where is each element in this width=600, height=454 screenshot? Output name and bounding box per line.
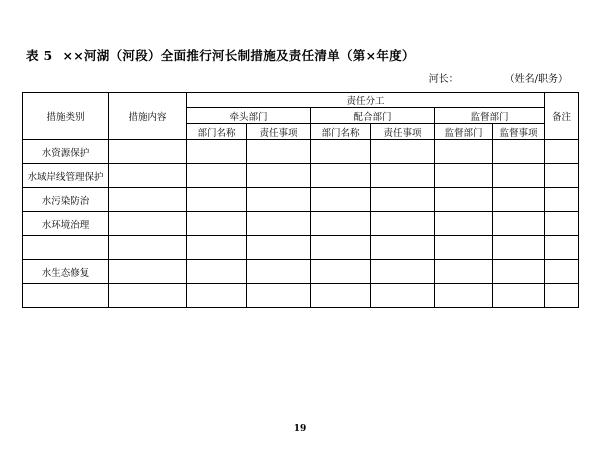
cell-content[interactable] <box>109 164 187 188</box>
cell-lead-name[interactable] <box>187 236 247 260</box>
cell-sup-name[interactable] <box>435 140 493 164</box>
table-number-label: 表 5 <box>26 48 53 63</box>
cell-sup-duty[interactable] <box>493 212 545 236</box>
river-chief-label: 河长： <box>428 74 459 85</box>
cell-remarks[interactable] <box>545 236 579 260</box>
cell-coop-name[interactable] <box>311 284 371 308</box>
table-row <box>23 188 579 212</box>
header-remarks: 备注 <box>545 93 579 140</box>
cell-lead-name[interactable] <box>187 140 247 164</box>
header-sup-dept-duty: 监督事项 <box>493 124 545 140</box>
cell-lead-duty[interactable] <box>247 260 311 284</box>
cell-coop-duty[interactable] <box>371 140 435 164</box>
cell-remarks[interactable] <box>545 284 579 308</box>
header-lead-department: 牵头部门 <box>187 108 311 124</box>
cell-sup-name[interactable] <box>435 164 493 188</box>
cell-sup-name[interactable] <box>435 188 493 212</box>
table-row <box>23 164 579 188</box>
page-title <box>26 46 415 64</box>
table-row <box>23 284 579 308</box>
cell-sup-name[interactable] <box>435 260 493 284</box>
cell-coop-duty[interactable] <box>371 212 435 236</box>
cell-coop-name[interactable] <box>311 188 371 212</box>
cell-remarks[interactable] <box>545 260 579 284</box>
cell-coop-name[interactable] <box>311 164 371 188</box>
header-responsibility-division: 责任分工 <box>187 93 545 108</box>
cell-coop-duty[interactable] <box>371 188 435 212</box>
header-lead-dept-name: 部门名称 <box>187 124 247 140</box>
cell-coop-duty[interactable] <box>371 284 435 308</box>
table-row <box>23 260 579 284</box>
cell-remarks[interactable] <box>545 212 579 236</box>
cell-remarks[interactable] <box>545 164 579 188</box>
header-supervising-department: 监督部门 <box>435 108 545 124</box>
header-coop-dept-name: 部门名称 <box>311 124 371 140</box>
page-number: 19 <box>293 424 307 434</box>
cell-lead-duty[interactable] <box>247 284 311 308</box>
table-header-row-1 <box>23 93 579 108</box>
cell-lead-name[interactable] <box>187 188 247 212</box>
cell-coop-name[interactable] <box>311 212 371 236</box>
cell-category[interactable]: 水环境治理 <box>23 212 109 236</box>
cell-lead-name[interactable] <box>187 164 247 188</box>
cell-coop-name[interactable] <box>311 236 371 260</box>
cell-sup-duty[interactable] <box>493 164 545 188</box>
cell-lead-duty[interactable] <box>247 188 311 212</box>
header-coop-dept-duty: 责任事项 <box>371 124 435 140</box>
cell-content[interactable] <box>109 284 187 308</box>
cell-sup-duty[interactable] <box>493 236 545 260</box>
cell-sup-name[interactable] <box>435 212 493 236</box>
cell-sup-duty[interactable] <box>493 284 545 308</box>
cell-sup-duty[interactable] <box>493 260 545 284</box>
header-sup-dept-name: 监督部门 <box>435 124 493 140</box>
cell-coop-duty[interactable] <box>371 164 435 188</box>
cell-category[interactable] <box>23 284 109 308</box>
cell-category[interactable]: 水生态修复 <box>23 260 109 284</box>
cell-lead-duty[interactable] <box>247 164 311 188</box>
name-post-label: （姓名/职务） <box>504 74 568 85</box>
cell-lead-name[interactable] <box>187 284 247 308</box>
table-row <box>23 212 579 236</box>
header-measure-category: 措施类别 <box>23 93 109 140</box>
cell-content[interactable] <box>109 212 187 236</box>
cell-content[interactable] <box>109 140 187 164</box>
responsibility-list-table <box>22 92 579 308</box>
cell-sup-duty[interactable] <box>493 140 545 164</box>
cell-lead-name[interactable] <box>187 260 247 284</box>
table-title-text: ××河湖（河段）全面推行河长制措施及责任清单（第×年度） <box>62 48 415 63</box>
header-cooperating-department: 配合部门 <box>311 108 435 124</box>
cell-lead-duty[interactable] <box>247 140 311 164</box>
header-lead-dept-duty: 责任事项 <box>247 124 311 140</box>
cell-lead-duty[interactable] <box>247 212 311 236</box>
cell-coop-name[interactable] <box>311 260 371 284</box>
cell-category[interactable]: 水污染防治 <box>23 188 109 212</box>
cell-remarks[interactable] <box>545 188 579 212</box>
cell-content[interactable] <box>109 260 187 284</box>
cell-category[interactable]: 水域岸线管理保护 <box>23 164 109 188</box>
table-row <box>23 140 579 164</box>
table-row <box>23 236 579 260</box>
cell-lead-name[interactable] <box>187 212 247 236</box>
header-measure-content: 措施内容 <box>109 93 187 140</box>
cell-coop-duty[interactable] <box>371 260 435 284</box>
cell-lead-duty[interactable] <box>247 236 311 260</box>
cell-sup-duty[interactable] <box>493 188 545 212</box>
cell-content[interactable] <box>109 236 187 260</box>
cell-category[interactable] <box>23 236 109 260</box>
cell-content[interactable] <box>109 188 187 212</box>
cell-sup-name[interactable] <box>435 284 493 308</box>
cell-remarks[interactable] <box>545 140 579 164</box>
cell-category[interactable]: 水资源保护 <box>23 140 109 164</box>
cell-coop-name[interactable] <box>311 140 371 164</box>
cell-coop-duty[interactable] <box>371 236 435 260</box>
cell-sup-name[interactable] <box>435 236 493 260</box>
river-chief-line <box>429 70 568 85</box>
